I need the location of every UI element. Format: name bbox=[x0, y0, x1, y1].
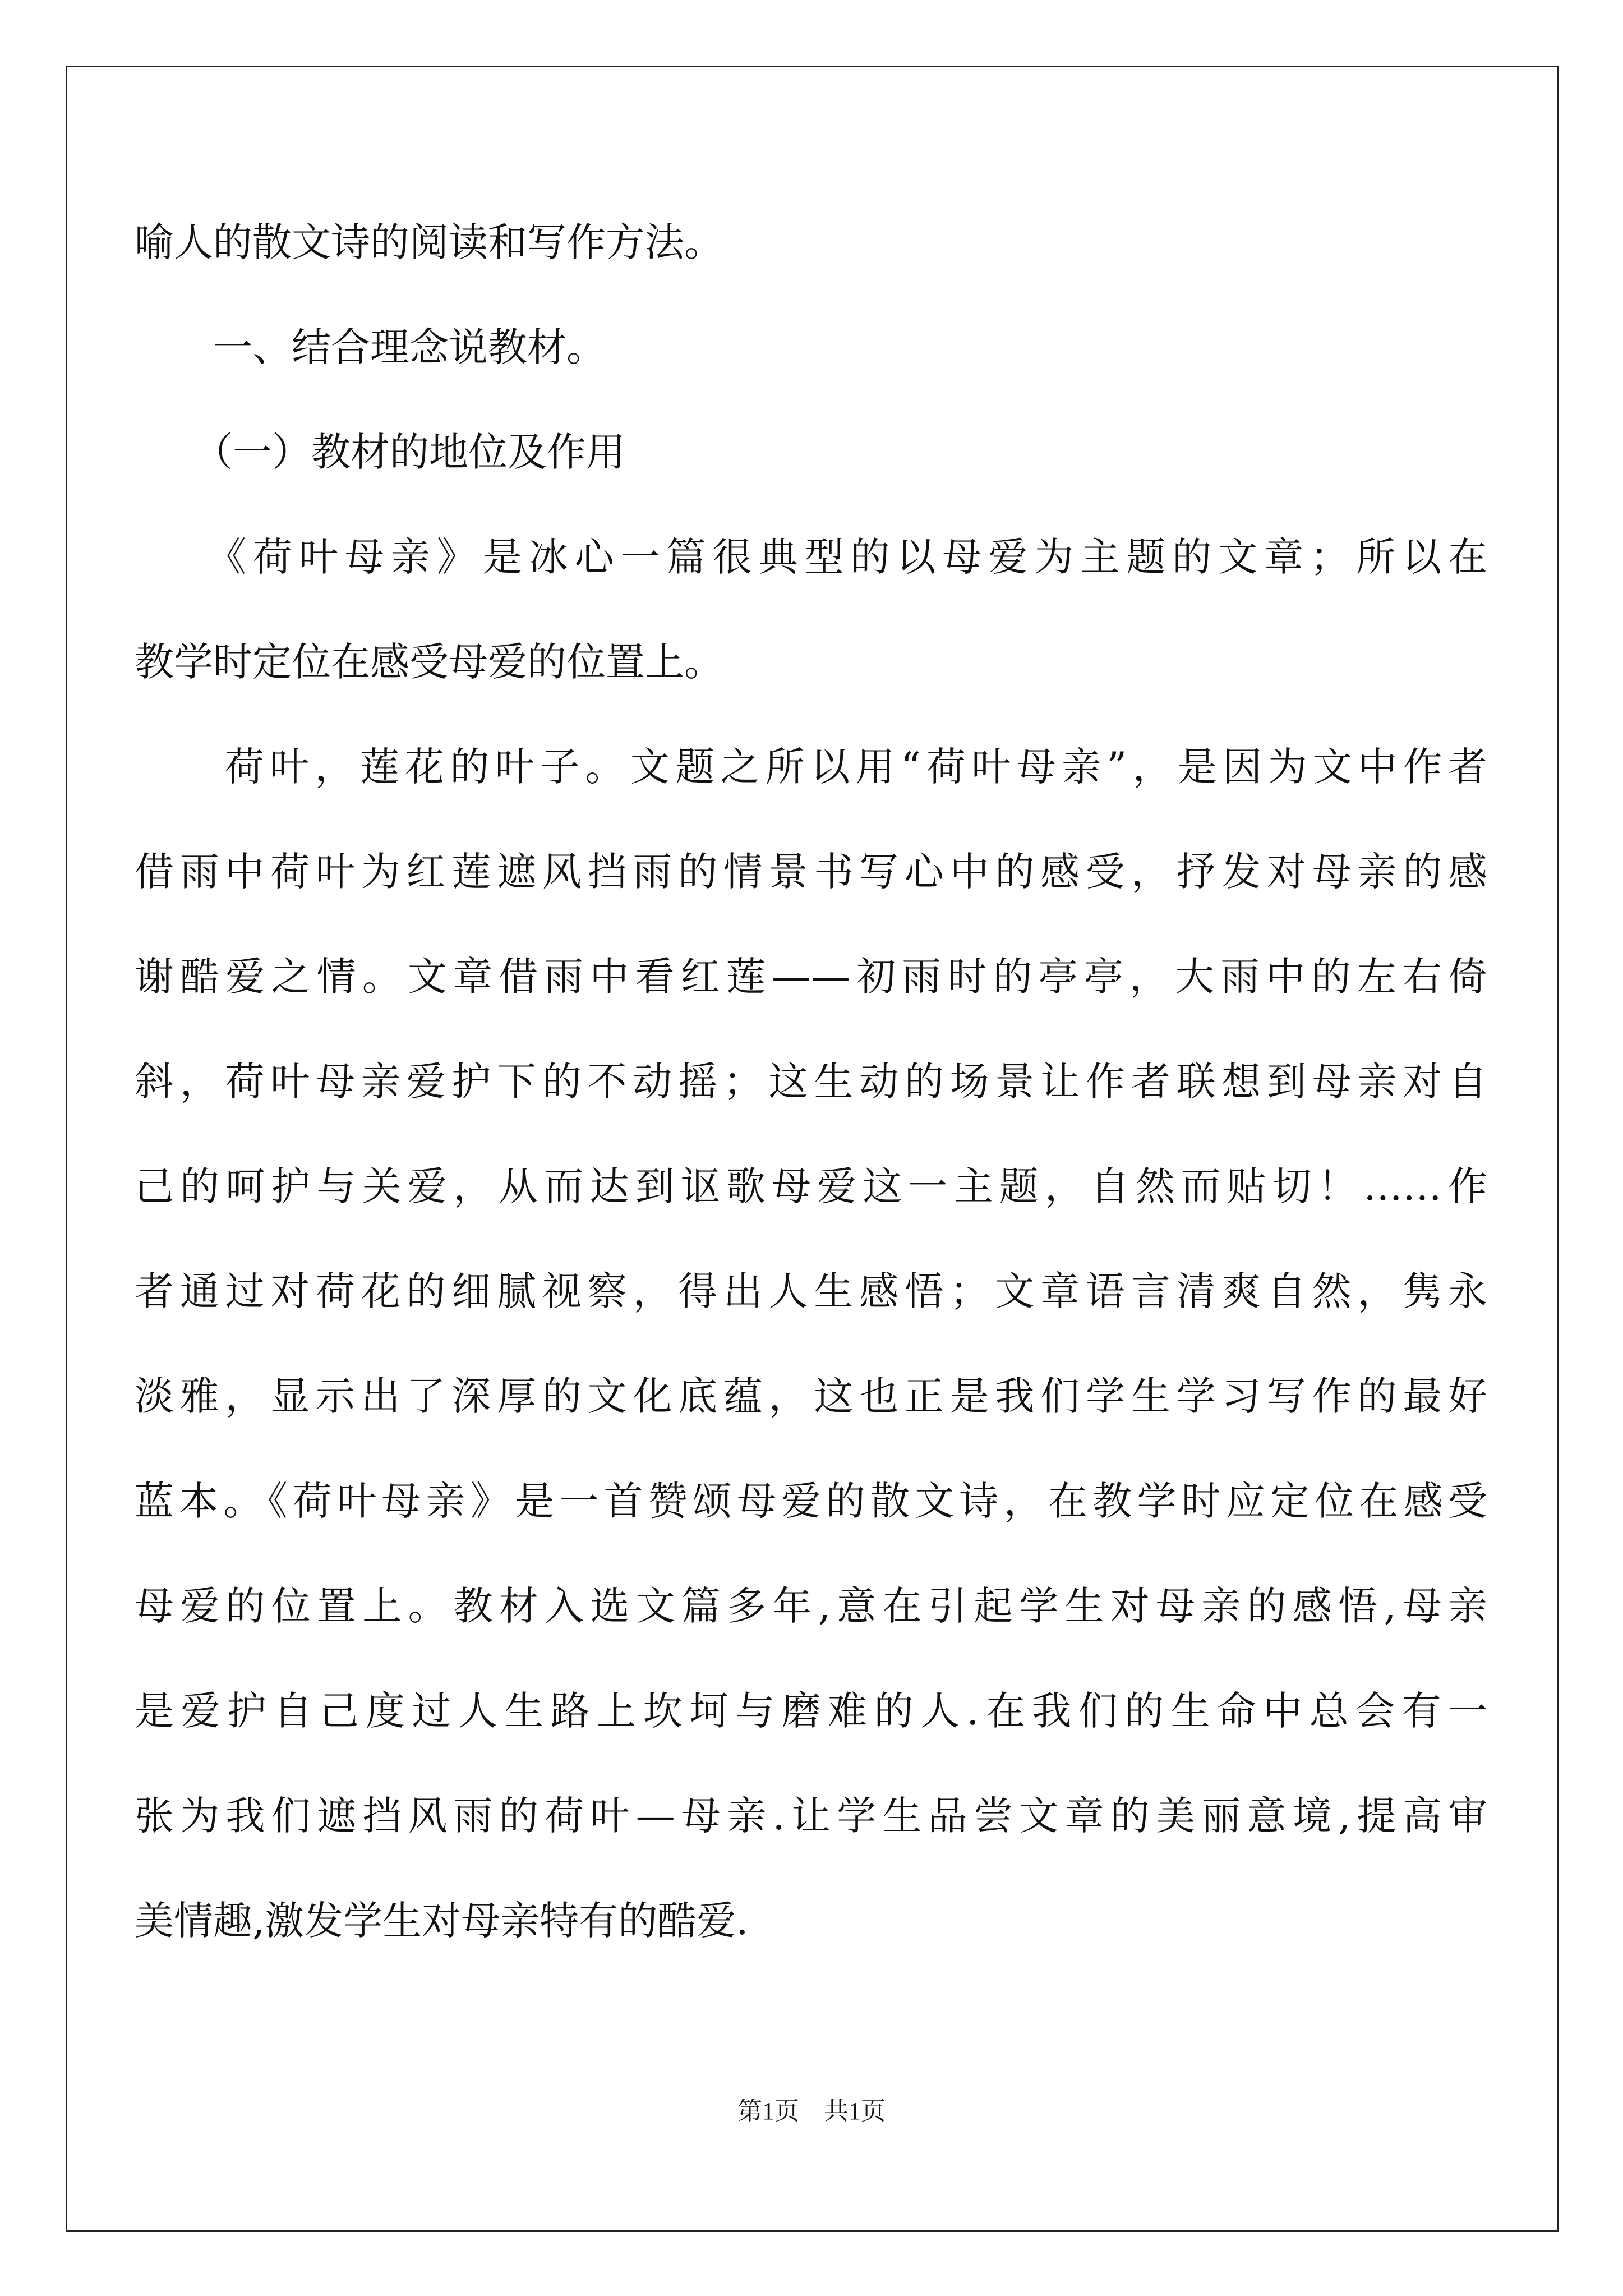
paragraph-2-line-12: 美情趣,激发学生对母亲特有的酷爱. bbox=[135, 1898, 749, 1944]
paragraph-2-line-3: 谢酷爱之情。文章借雨中看红莲——初雨时的亭亭，大雨中的左右倚 bbox=[135, 954, 1487, 1000]
paragraph-2-line-5: 己的呵护与关爱，从而达到讴歌母爱这一主题，自然而贴切！……作 bbox=[135, 1163, 1487, 1209]
paragraph-2-line-1: 荷叶，莲花的叶子。文题之所以用“荷叶母亲”，是因为文中作者 bbox=[135, 744, 1487, 790]
paragraph-1-line-2: 教学时定位在感受母爱的位置上。 bbox=[135, 639, 723, 685]
paragraph-2-line-9: 母爱的位置上。教材入选文篇多年,意在引起学生对母亲的感悟,母亲 bbox=[135, 1583, 1487, 1629]
page-number-footer: 第1页 共1页 bbox=[737, 2097, 886, 2125]
paragraph-2-line-11: 张为我们遮挡风雨的荷叶—母亲.让学生品尝文章的美丽意境,提高审 bbox=[135, 1793, 1487, 1839]
paragraph-2-line-8: 蓝本。《荷叶母亲》是一首赞颂母爱的散文诗，在教学时应定位在感受 bbox=[135, 1478, 1487, 1524]
paragraph-2-line-2: 借雨中荷叶为红莲遮风挡雨的情景书写心中的感受，抒发对母亲的感 bbox=[135, 849, 1487, 895]
paragraph-2-line-4: 斜，荷叶母亲爱护下的不动摇；这生动的场景让作者联想到母亲对自 bbox=[135, 1059, 1487, 1105]
paragraph-1-line-1: 《荷叶母亲》是冰心一篇很典型的以母爱为主题的文章；所以在 bbox=[135, 534, 1487, 580]
paragraph-2-line-6: 者通过对荷花的细腻视察，得出人生感悟；文章语言清爽自然，隽永 bbox=[135, 1268, 1487, 1314]
section-heading: 一、结合理念说教材。 bbox=[135, 324, 606, 370]
text-line-1: 喻人的散文诗的阅读和写作方法。 bbox=[135, 219, 723, 265]
paragraph-2-line-10: 是爱护自己度过人生路上坎坷与磨难的人.在我们的生命中总会有一 bbox=[135, 1688, 1487, 1734]
subsection-heading: （一）教材的地位及作用 bbox=[135, 429, 625, 475]
paragraph-2-line-7: 淡雅，显示出了深厚的文化底蕴，这也正是我们学生学习写作的最好 bbox=[135, 1373, 1487, 1419]
document-body bbox=[135, 214, 1487, 1949]
